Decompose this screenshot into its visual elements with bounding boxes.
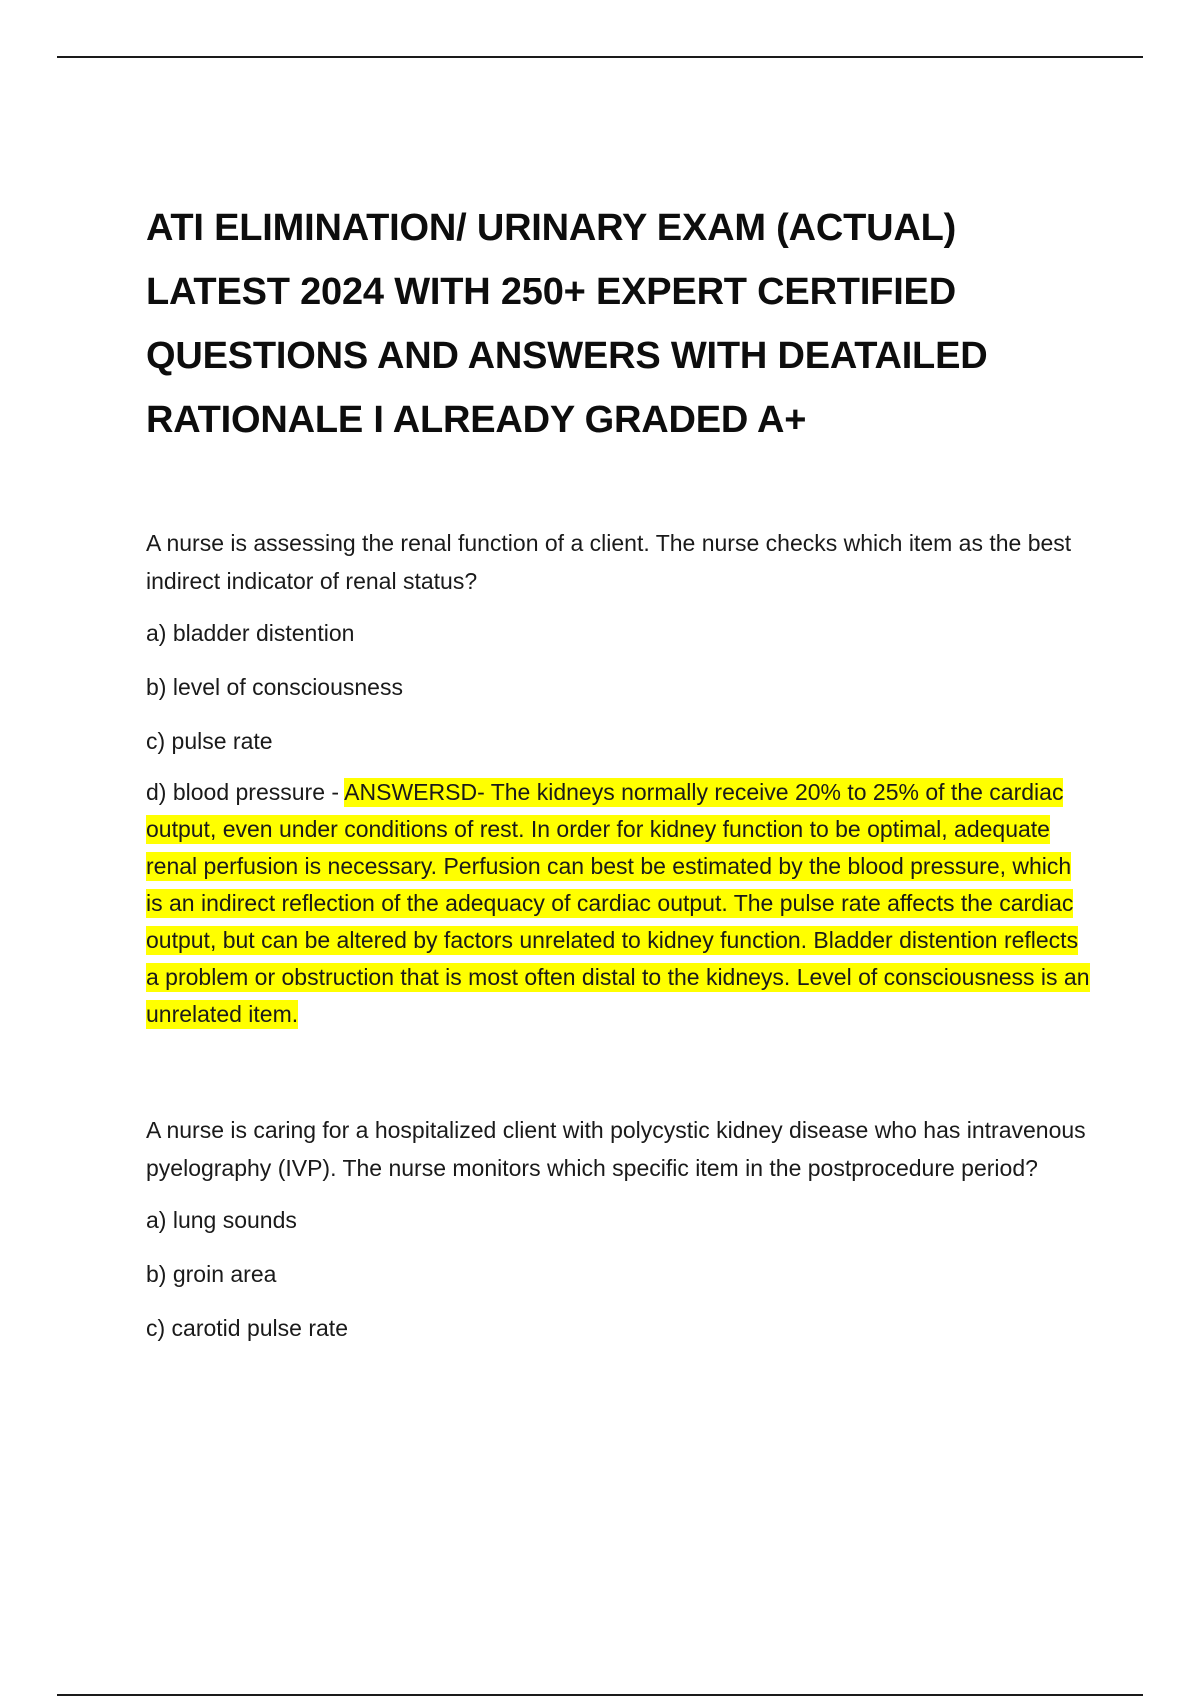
option-a: a) lung sounds	[146, 1207, 297, 1233]
option-c: c) pulse rate	[146, 728, 273, 754]
option-d: d) blood pressure -	[146, 779, 345, 805]
question-1	[146, 524, 1096, 1033]
answer-rationale-highlight: ANSWERSD- The kidneys normally receive 20% to 25% of the cardiac output, even under conditions of rest. In order for kidney function to be optimal, adequate renal perfusion is necessary. Perfusion can best be estimated by the blood pressure, which is an indirect reflection of the adequacy of cardiac output. The pulse rate affects the cardiac output, but can be altered by factors unrelated to kidney function. Bladder distention reflects a problem or obstruction that is most often distal to the kidneys. Level of consciousness is an unrelated item.	[146, 779, 1090, 1027]
bottom-rule	[57, 1694, 1143, 1696]
question-stem: A nurse is caring for a hospitalized client with polycystic kidney disease who has intravenous pyelography (IVP). The nurse monitors which specific item in the postprocedure period?	[146, 1117, 1086, 1181]
option-c: c) carotid pulse rate	[146, 1315, 348, 1341]
document-body	[146, 196, 1096, 1347]
option-d-with-answer	[146, 774, 1091, 1033]
top-rule	[57, 56, 1143, 58]
answer-options	[146, 1201, 1096, 1347]
option-b: b) level of consciousness	[146, 674, 403, 700]
answer-options	[146, 614, 1096, 760]
option-b: b) groin area	[146, 1261, 277, 1287]
question-stem: A nurse is assessing the renal function of a client. The nurse checks which item as the best indirect indicator of renal status?	[146, 530, 1072, 594]
question-2	[146, 1111, 1096, 1347]
option-a: a) bladder distention	[146, 620, 355, 646]
document-title: ATI ELIMINATION/ URINARY EXAM (ACTUAL) LATEST 2024 WITH 250+ EXPERT CERTIFIED QUESTIONS AND ANSWERS WITH DEATAILED RATIONALE I ALREADY GRADED A+	[146, 207, 988, 441]
